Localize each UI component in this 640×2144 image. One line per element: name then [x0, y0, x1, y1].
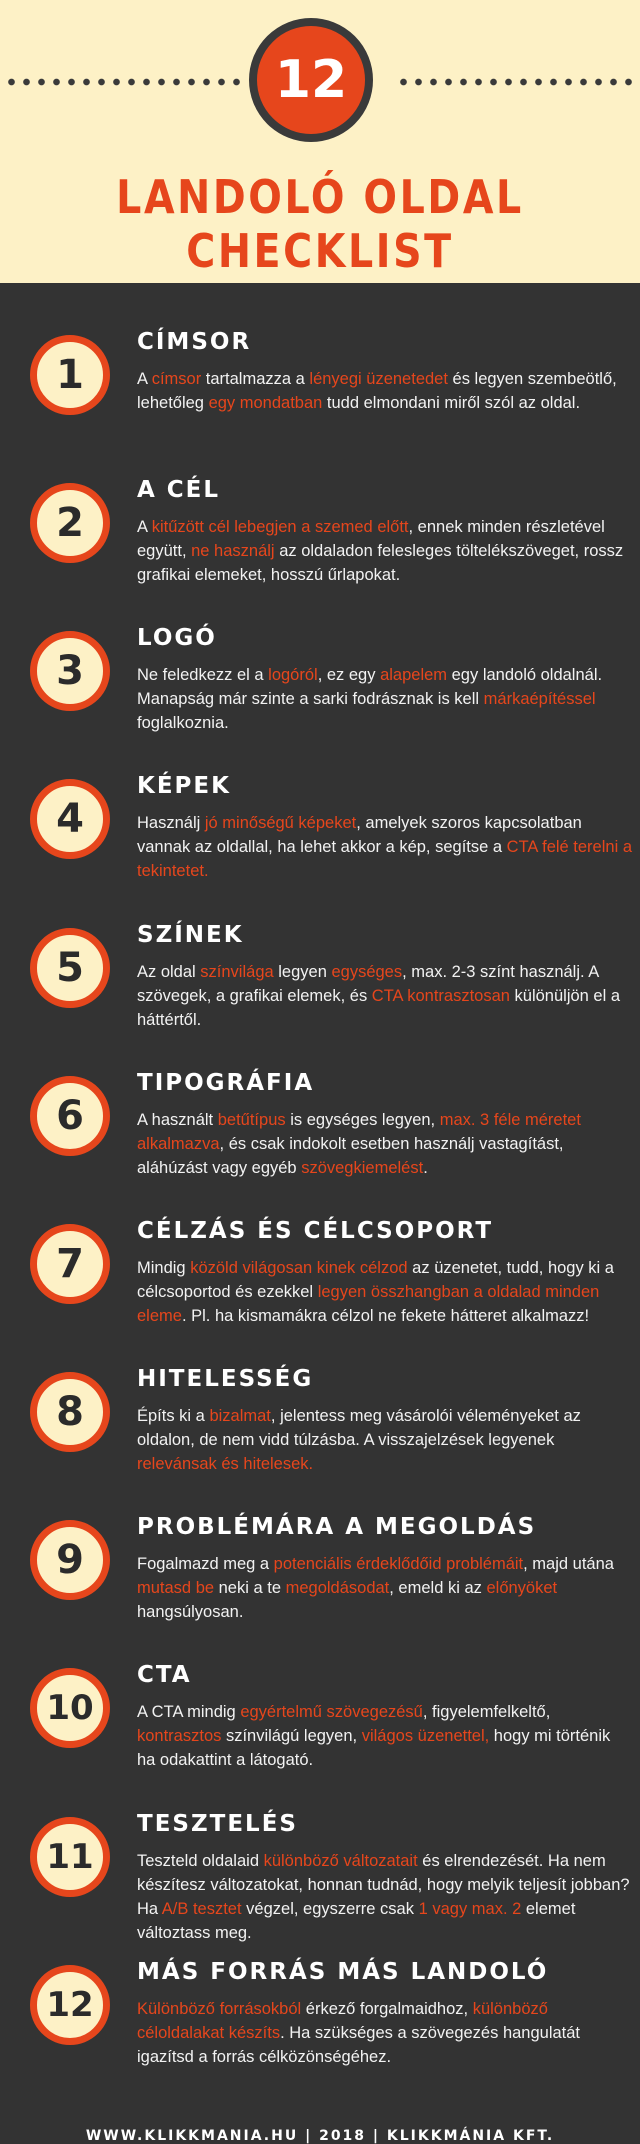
item-description [137, 1700, 633, 1772]
text-segment: Használj [137, 814, 205, 832]
highlighted-text: bizalmat [209, 1407, 271, 1425]
item-title: MÁS FORRÁS MÁS LANDOLÓ [137, 1959, 549, 1985]
item-number-badge: 9 [30, 1520, 110, 1600]
item-number-badge: 12 [30, 1965, 110, 2045]
highlighted-text: A/B tesztet [161, 1900, 242, 1918]
item-number-badge: 10 [30, 1668, 110, 1748]
item-description [137, 811, 633, 883]
highlighted-text: szövegkiemelést [301, 1159, 424, 1177]
text-segment: Fogalmazd meg a [137, 1555, 274, 1573]
highlighted-text: egységes [331, 963, 403, 981]
item-title: TIPOGRÁFIA [137, 1070, 315, 1096]
text-segment: . Ha szükséges a szövegezés hangulatát igazítsd a forrás célközönségéhez. [137, 2024, 581, 2066]
item-title: SZÍNEK [137, 922, 244, 948]
item-number-badge: 8 [30, 1372, 110, 1452]
text-segment: foglalkoznia. [137, 714, 229, 732]
item-description [137, 1108, 633, 1180]
item-number-badge: 2 [30, 483, 110, 563]
text-segment: tartalmazza a [201, 370, 310, 388]
text-segment: , emeld ki az [389, 1579, 487, 1597]
text-segment: legyen [273, 963, 332, 981]
highlighted-text: CTA felé terelni a tekintetet. [137, 838, 632, 880]
highlighted-text: címsor [151, 370, 202, 388]
item-description [137, 1404, 633, 1476]
highlighted-text: előnyöket [486, 1579, 558, 1597]
highlighted-text: logóról [268, 666, 318, 684]
header-number-badge: 12 [249, 18, 373, 142]
header [0, 0, 640, 283]
highlighted-text: világos üzenettel, [361, 1727, 490, 1745]
item-number-badge: 5 [30, 928, 110, 1008]
item-description [137, 367, 633, 415]
highlighted-text: megoldásodat [285, 1579, 390, 1597]
text-segment: Ne feledkezz el a [137, 666, 269, 684]
page-title: LANDOLÓ OLDAL CHECKLIST [116, 170, 524, 278]
item-number-badge: 4 [30, 779, 110, 859]
item-description [137, 1552, 633, 1624]
text-segment: tudd elmondani miről szól az oldal. [322, 394, 581, 412]
text-segment: . Pl. ha kismamákra célzol ne fekete hátteret alkalmazz! [181, 1307, 590, 1325]
item-title: TESZTELÉS [137, 1811, 298, 1837]
text-segment: is egységes legyen, [285, 1111, 440, 1129]
highlighted-text: közöld világosan kinek célzod [190, 1259, 408, 1277]
item-description [137, 1997, 633, 2069]
highlighted-text: ne használj [191, 542, 275, 560]
dotted-line-left [4, 78, 244, 86]
text-segment: , jelentess meg vásárolói véleményeket az oldalon, de nem vidd túlzásba. A visszajelzések legyenek [137, 1407, 581, 1449]
highlighted-text: betűtípus [217, 1111, 286, 1129]
highlighted-text: relevánsak és hitelesek. [137, 1455, 314, 1473]
text-segment: hogy mi történik ha odakattint a látogató. [137, 1727, 611, 1769]
text-segment: A CTA mindig [137, 1703, 241, 1721]
text-segment: és elrendezését. Ha nem készítesz változatokat, honnan tudnád, hogy melyik teljesít jobban? Ha [137, 1852, 630, 1918]
text-segment: A [137, 370, 152, 388]
item-number-badge: 3 [30, 631, 110, 711]
item-number-badge: 6 [30, 1076, 110, 1156]
item-title: A CÉL [137, 477, 221, 503]
item-title: CTA [137, 1662, 192, 1688]
text-segment: és legyen szembeötlő, lehetőleg [137, 370, 617, 412]
text-segment: színvilágú legyen, [221, 1727, 362, 1745]
highlighted-text: színvilága [200, 963, 274, 981]
item-title: HITELESSÉG [137, 1366, 314, 1392]
text-segment: A [137, 518, 152, 536]
highlighted-text: márkaépítéssel [483, 690, 596, 708]
text-segment: végzel, egyszerre csak [241, 1900, 419, 1918]
highlighted-text: kontrasztos [137, 1727, 222, 1745]
item-title: CÉLZÁS ÉS CÉLCSOPORT [137, 1218, 494, 1244]
text-segment: különüljön el a háttértől. [137, 987, 621, 1029]
text-segment: elemet változtass meg. [137, 1900, 576, 1942]
highlighted-text: egyértelmű szövegezésű [240, 1703, 423, 1721]
text-segment: , figyelemfelkeltő, [422, 1703, 551, 1721]
text-segment: érkező forgalmaidhoz, [301, 2000, 473, 2018]
highlighted-text: kitűzött cél lebegjen a szemed előtt [151, 518, 409, 536]
highlighted-text: legyen összhangban a oldalad minden eleme [137, 1283, 600, 1325]
highlighted-text: egy mondatban [208, 394, 323, 412]
highlighted-text: különböző változatait [263, 1852, 418, 1870]
highlighted-text: CTA kontrasztosan [371, 987, 510, 1005]
highlighted-text: potenciális érdeklődőid problémáit [273, 1555, 524, 1573]
text-segment: neki a te [214, 1579, 286, 1597]
text-segment: Mindig [137, 1259, 191, 1277]
text-segment: Teszteld oldalaid [137, 1852, 264, 1870]
highlighted-text: Különböző forrásokból [137, 2000, 302, 2018]
text-segment: az üzenetet, tudd, hogy ki a célcsoportod és ezekkel [137, 1259, 614, 1301]
item-title: PROBLÉMÁRA A MEGOLDÁS [137, 1514, 537, 1540]
highlighted-text: jó minőségű képeket [204, 814, 357, 832]
text-segment: Építs ki a [137, 1407, 210, 1425]
text-segment: , amelyek szoros kapcsolatban vannak az oldallal, ha lehet akkor a kép, segítse a [137, 814, 582, 856]
highlighted-text: lényegi üzenetedet [309, 370, 448, 388]
highlighted-text: különböző céloldalakat készíts [137, 2000, 548, 2042]
item-number-badge: 7 [30, 1224, 110, 1304]
item-description [137, 1256, 633, 1328]
text-segment: egy landoló oldalnál. Manapság már szinte a sarki fodrásznak is kell [137, 666, 603, 708]
highlighted-text: mutasd be [137, 1579, 215, 1597]
text-segment: Az oldal [137, 963, 201, 981]
text-segment: . [423, 1159, 428, 1177]
item-title: CÍMSOR [137, 329, 252, 355]
text-segment: hangsúlyosan. [137, 1603, 244, 1621]
item-description [137, 960, 633, 1032]
footer-credits: WWW.KLIKKMANIA.HU | 2018 | KLIKKMÁNIA KFT. [85, 2128, 555, 2144]
item-description [137, 1849, 633, 1945]
text-segment: , max. 2-3 színt használj. A szövegek, a grafikai elemek, és [137, 963, 599, 1005]
item-description [137, 515, 633, 587]
text-segment: az oldaladon felesleges töltelékszöveget, rossz grafikai elemeket, hosszú űrlapokat. [137, 542, 624, 584]
highlighted-text: 1 vagy max. 2 [418, 1900, 522, 1918]
dotted-line-right [396, 78, 636, 86]
text-segment: , majd utána [523, 1555, 614, 1573]
highlighted-text: alapelem [380, 666, 448, 684]
item-number-badge: 11 [30, 1817, 110, 1897]
text-segment: , ez egy [317, 666, 381, 684]
item-number-badge: 1 [30, 335, 110, 415]
item-title: KÉPEK [137, 773, 231, 799]
item-title: LOGÓ [137, 625, 217, 651]
highlighted-text: max. 3 féle méretet alkalmazva [137, 1111, 581, 1153]
item-description [137, 663, 633, 735]
text-segment: , ennek minden részletével együtt, [137, 518, 605, 560]
text-segment: , és csak indokolt esetben használj vastagítást, aláhúzást vagy egyéb [137, 1135, 564, 1177]
text-segment: A használt [137, 1111, 218, 1129]
